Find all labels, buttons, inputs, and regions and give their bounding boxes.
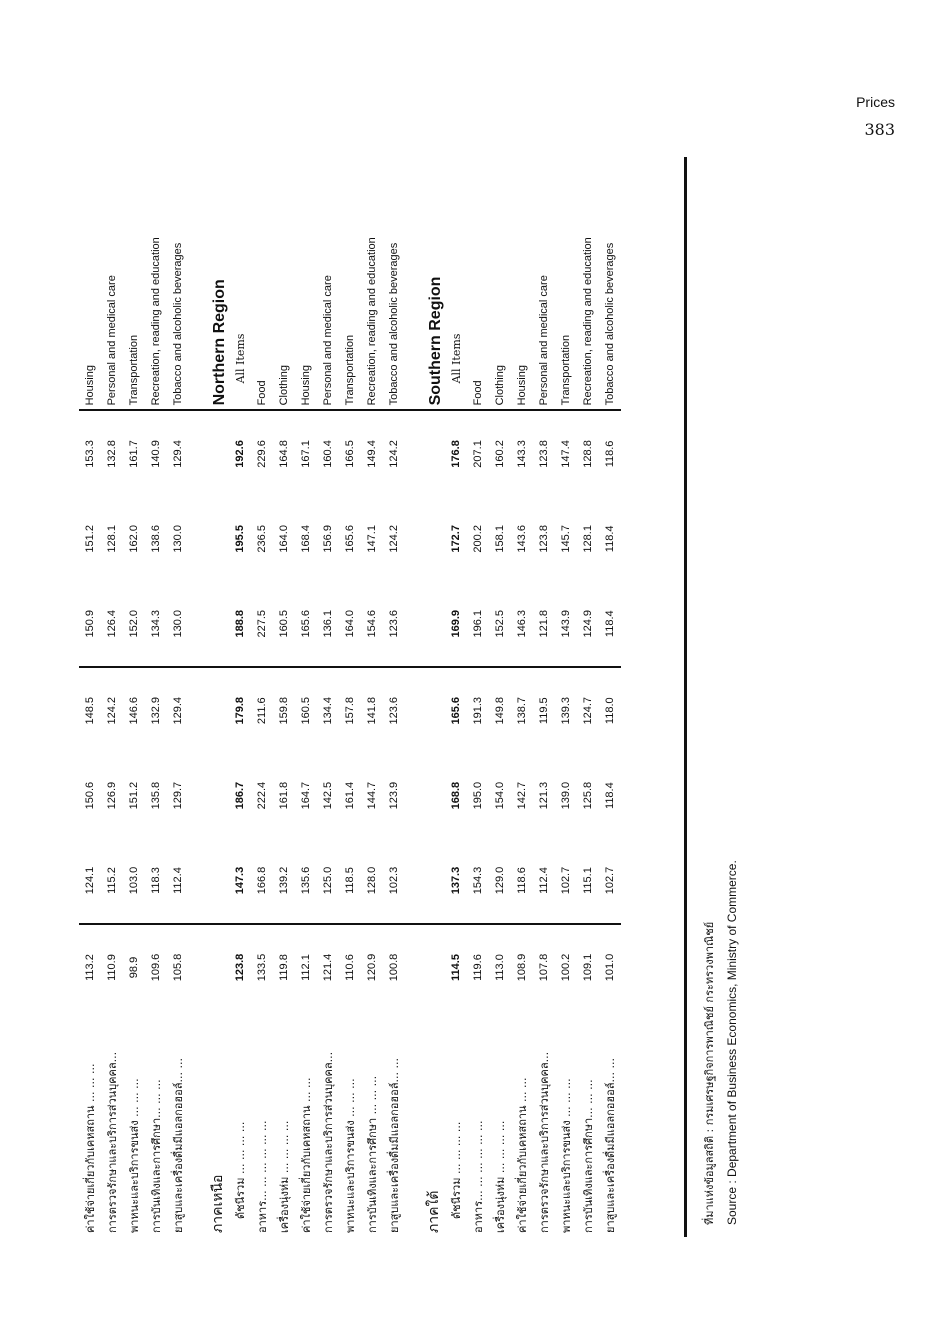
empty-cell [405,667,445,753]
thai-label: การตรวจรักษาและบริการส่วนบุคคล... [322,1051,335,1233]
english-label: Tobacco and alcoholic beverages [383,157,405,410]
value-cell: 156.9 [322,525,334,553]
value-cell: 195.5 [234,525,246,553]
value-cell: 118.4 [599,581,621,667]
value-cell: 135.6 [295,838,317,924]
value-cell: 129.4 [172,440,184,468]
value-cell: 113.2 [84,954,96,981]
value-cell: 118.6 [604,440,616,468]
section-label-thai: ภาคเหนือ [210,1174,226,1233]
value-cell: 152.5 [489,581,511,667]
value-cell: 143.6 [516,525,528,553]
empty-cell [189,581,229,667]
value-cell: 109.6 [150,953,162,982]
table-row [489,157,511,1237]
empty-cell [189,496,229,581]
table-row [79,157,101,1237]
value-cell: 118.5 [339,838,361,924]
value-cell: 118.6 [511,838,533,924]
table-row [123,157,145,1237]
table-row [577,157,599,1237]
value-cell: 132.9 [150,696,162,725]
value-cell: 153.3 [84,440,96,468]
value-cell: 140.9 [150,440,162,468]
value-cell: 158.1 [494,525,506,553]
value-cell: 160.4 [322,440,334,468]
value-cell: 107.8 [538,953,550,982]
empty-cell [405,581,445,667]
value-cell: 108.9 [516,953,528,982]
section-header-row [405,157,445,1237]
value-cell: 128.1 [106,525,118,553]
value-cell: 121.8 [533,581,555,667]
english-label: All Items [229,157,251,410]
value-cell: 161.4 [344,781,356,810]
value-cell: 110.6 [344,954,356,981]
value-cell: 200.2 [472,525,484,553]
value-cell: 165.6 [344,525,356,553]
value-cell: 146.6 [128,696,140,725]
english-label: Personal and medical care [101,157,123,410]
thai-label: การตรวจรักษาและบริการส่วนบุคคล... [538,1051,551,1233]
page-header [856,94,895,139]
value-cell: 147.1 [366,525,378,553]
value-cell: 188.8 [229,581,251,667]
thai-label: ค่าใช้จ่ายเกี่ยวกับเคหสถาน ... ... ... [84,1063,97,1233]
value-cell: 211.6 [256,697,268,725]
value-cell: 169.9 [445,581,467,667]
value-cell: 124.2 [388,440,400,468]
value-cell: 137.3 [445,838,467,924]
english-label: Tobacco and alcoholic beverages [599,157,621,410]
section-label-thai: ภาคใต้ [426,1190,442,1233]
value-cell: 100.8 [388,953,400,982]
value-cell: 179.8 [234,696,246,725]
value-cell: 112.1 [300,954,312,981]
value-cell: 142.7 [516,781,528,810]
all-items-row [445,157,467,1237]
value-cell: 160.5 [273,581,295,667]
all-items-row [229,157,251,1237]
value-cell: 166.5 [344,440,356,468]
value-cell: 124.1 [79,838,101,924]
value-cell: 162.0 [128,525,140,553]
empty-cell [189,410,229,496]
section-title-english: Southern Region [405,157,445,410]
value-cell: 207.1 [472,440,484,468]
value-cell: 139.3 [560,696,572,725]
empty-cell [405,496,445,581]
thai-label: อาหาร... ... ... ... ... ... [472,1120,485,1233]
empty-cell [405,924,445,1010]
value-cell: 154.0 [494,781,506,810]
english-label: Recreation, reading and education [577,157,599,410]
value-cell: 103.0 [123,838,145,924]
value-cell: 151.2 [128,781,140,810]
thai-label: ค่าใช้จ่ายเกี่ยวกับเคหสถาน ... ... [300,1077,313,1233]
table-row [511,157,533,1237]
english-label: All Items [445,157,467,410]
english-label: Recreation, reading and education [145,157,167,410]
thai-label: พาหนะและบริการขนส่ง ... ... ... [128,1078,141,1233]
value-cell: 142.5 [322,781,334,810]
table-row [555,157,577,1237]
value-cell: 138.7 [516,696,528,725]
value-cell: 146.3 [511,581,533,667]
value-cell: 196.1 [467,581,489,667]
value-cell: 119.5 [538,697,550,725]
thai-label: การบันเทิงและการศึกษา... ... ... [150,1079,163,1233]
thai-label: ยาสูบและเครื่องดื่มมีแอลกอฮอล์... ... [604,1058,617,1233]
value-cell: 129.0 [489,838,511,924]
empty-cell [189,667,229,753]
table-row [599,157,621,1237]
value-cell: 118.0 [604,697,616,725]
source-english: Source : Department of Business Economics, Ministry of Commerce. [725,860,739,1225]
value-cell: 115.1 [577,838,599,924]
source-note [699,860,743,1225]
value-cell: 123.6 [388,696,400,725]
value-cell: 164.0 [339,581,361,667]
table-row [167,157,189,1237]
empty-cell [189,924,229,1010]
value-cell: 154.3 [467,838,489,924]
value-cell: 150.6 [84,781,96,810]
value-cell: 118.3 [145,838,167,924]
thai-label: การบันเทิงและการศึกษา ... ... ... [366,1075,379,1233]
english-label: Tobacco and alcoholic beverages [167,157,189,410]
english-label: Food [467,157,489,410]
value-cell: 118.4 [604,782,616,809]
value-cell: 151.2 [84,525,96,553]
value-cell: 147.3 [229,838,251,924]
value-cell: 134.3 [145,581,167,667]
value-cell: 136.1 [317,581,339,667]
value-cell: 148.5 [84,696,96,725]
table-row [101,157,123,1237]
value-cell: 135.8 [150,781,162,810]
table-row [251,157,273,1237]
value-cell: 164.7 [300,781,312,810]
value-cell: 150.9 [79,581,101,667]
thai-label: ดัชนีรวม ... ... ... ... [234,1121,247,1219]
value-cell: 165.6 [295,581,317,667]
value-cell: 195.0 [472,781,484,810]
thai-label: เครื่องนุ่งห่ม ... ... ... ... [494,1120,507,1233]
value-cell: 114.5 [450,954,462,981]
value-cell: 164.0 [278,525,290,553]
thai-label: ค่าใช้จ่ายเกี่ยวกับเคหสถาน ... ... [516,1077,529,1233]
value-cell: 101.0 [604,953,616,982]
value-cell: 139.2 [273,838,295,924]
value-cell: 123.8 [538,525,550,553]
value-cell: 100.2 [560,953,572,982]
value-cell: 168.8 [450,781,462,810]
value-cell: 160.5 [300,696,312,725]
value-cell: 118.4 [604,525,616,553]
table-row [273,157,295,1237]
value-cell: 120.9 [366,953,378,982]
value-cell: 130.0 [172,525,184,553]
value-cell: 149.4 [366,440,378,468]
value-cell: 172.7 [450,525,462,553]
price-index-table [79,157,621,1237]
english-label: Food [251,157,273,410]
value-cell: 102.7 [555,838,577,924]
value-cell: 123.8 [538,440,550,468]
value-cell: 145.7 [560,525,572,553]
english-label: Personal and medical care [533,157,555,410]
thai-label: ยาสูบและเครื่องดื่มมีแอลกอฮอล์... ... [172,1058,185,1233]
english-label: Clothing [489,157,511,410]
value-cell: 124.2 [388,525,400,553]
table-row [145,157,167,1237]
value-cell: 143.9 [555,581,577,667]
value-cell: 125.0 [317,838,339,924]
table-row [295,157,317,1237]
value-cell: 125.8 [582,781,594,810]
value-cell: 119.8 [278,954,290,981]
value-cell: 167.1 [300,440,312,468]
table-row [317,157,339,1237]
thai-label: พาหนะและบริการขนส่ง ... ... ... [560,1078,573,1233]
value-cell: 236.5 [256,525,268,553]
value-cell: 186.7 [234,781,246,810]
value-cell: 121.3 [538,781,550,810]
value-cell: 152.0 [123,581,145,667]
value-cell: 160.2 [494,440,506,468]
value-cell: 124.2 [106,696,118,725]
value-cell: 110.9 [106,954,118,981]
value-cell: 168.4 [300,525,312,553]
rotated-table-block [79,157,739,1237]
value-cell: 112.4 [533,838,555,924]
value-cell: 102.7 [599,838,621,924]
value-cell: 119.6 [472,954,484,981]
value-cell: 129.7 [172,781,184,810]
value-cell: 123.9 [388,781,400,810]
section-header-row [189,157,229,1237]
thai-label: การตรวจรักษาและบริการส่วนบุคคล... [106,1051,119,1233]
value-cell: 144.7 [366,781,378,810]
thai-label: เครื่องนุ่งห่ม ... ... ... ... [278,1120,291,1233]
value-cell: 147.4 [560,440,572,468]
value-cell: 161.7 [128,440,140,468]
empty-cell [189,753,229,838]
value-cell: 138.6 [150,525,162,553]
value-cell: 157.8 [344,696,356,725]
value-cell: 229.6 [256,440,268,468]
value-cell: 166.8 [251,838,273,924]
value-cell: 124.9 [577,581,599,667]
value-cell: 130.0 [167,581,189,667]
value-cell: 143.3 [516,440,528,468]
empty-cell [405,838,445,924]
value-cell: 227.5 [251,581,273,667]
value-cell: 98.9 [128,956,140,979]
value-cell: 109.1 [582,953,594,982]
thai-label: การบันเทิงและการศึกษา... ... ... [582,1079,595,1233]
value-cell: 126.9 [106,781,118,810]
thai-label: ดัชนีรวม ... ... ... ... [450,1121,463,1219]
value-cell: 112.4 [167,838,189,924]
value-cell: 124.7 [582,696,594,725]
value-cell: 134.4 [322,696,334,725]
empty-cell [405,410,445,496]
table-row [361,157,383,1237]
value-cell: 132.8 [106,440,118,468]
table-row [533,157,555,1237]
value-cell: 126.4 [101,581,123,667]
thai-label: อาหาร... ... ... ... ... ... [256,1120,269,1233]
value-cell: 129.4 [172,696,184,725]
empty-cell [189,838,229,924]
page-number: 383 [864,120,895,139]
value-cell: 192.6 [234,440,246,468]
value-cell: 133.5 [256,953,268,982]
value-cell: 165.6 [450,696,462,725]
value-cell: 154.6 [361,581,383,667]
source-thai: ที่มาแห่งข้อมูลสถิติ : กรมเศรษฐกิจการพาณิชย์ กระทรวงพาณิชย์ [703,921,716,1225]
value-cell: 164.8 [278,440,290,468]
english-label: Transportation [555,157,577,410]
table-row [383,157,405,1237]
thai-label: ยาสูบและเครื่องดื่มมีแอลกอฮอล์... ... [388,1058,401,1233]
value-cell: 121.4 [322,953,334,982]
english-label: Housing [511,157,533,410]
value-cell: 161.8 [278,781,290,810]
table-bottom-rule [684,157,687,1237]
english-label: Personal and medical care [317,157,339,410]
english-label: Housing [79,157,101,410]
value-cell: 113.0 [494,954,506,981]
english-label: Transportation [123,157,145,410]
english-label: Recreation, reading and education [361,157,383,410]
table-row [339,157,361,1237]
table-row [467,157,489,1237]
value-cell: 123.8 [234,953,246,982]
thai-label: พาหนะและบริการขนส่ง ... ... ... [344,1078,357,1233]
english-label: Clothing [273,157,295,410]
english-label: Housing [295,157,317,410]
value-cell: 102.3 [383,838,405,924]
value-cell: 159.8 [278,696,290,725]
value-cell: 222.4 [256,781,268,810]
value-cell: 176.8 [450,440,462,468]
value-cell: 115.2 [101,838,123,924]
english-label: Transportation [339,157,361,410]
value-cell: 139.0 [560,781,572,810]
section-title-english: Northern Region [189,157,229,410]
running-header-title: Prices [856,94,895,110]
value-cell: 128.1 [582,525,594,553]
value-cell: 128.8 [582,440,594,468]
value-cell: 105.8 [172,953,184,982]
value-cell: 149.8 [494,696,506,725]
value-cell: 123.6 [383,581,405,667]
value-cell: 191.3 [472,696,484,725]
empty-cell [405,753,445,838]
value-cell: 141.8 [366,696,378,725]
value-cell: 128.0 [361,838,383,924]
